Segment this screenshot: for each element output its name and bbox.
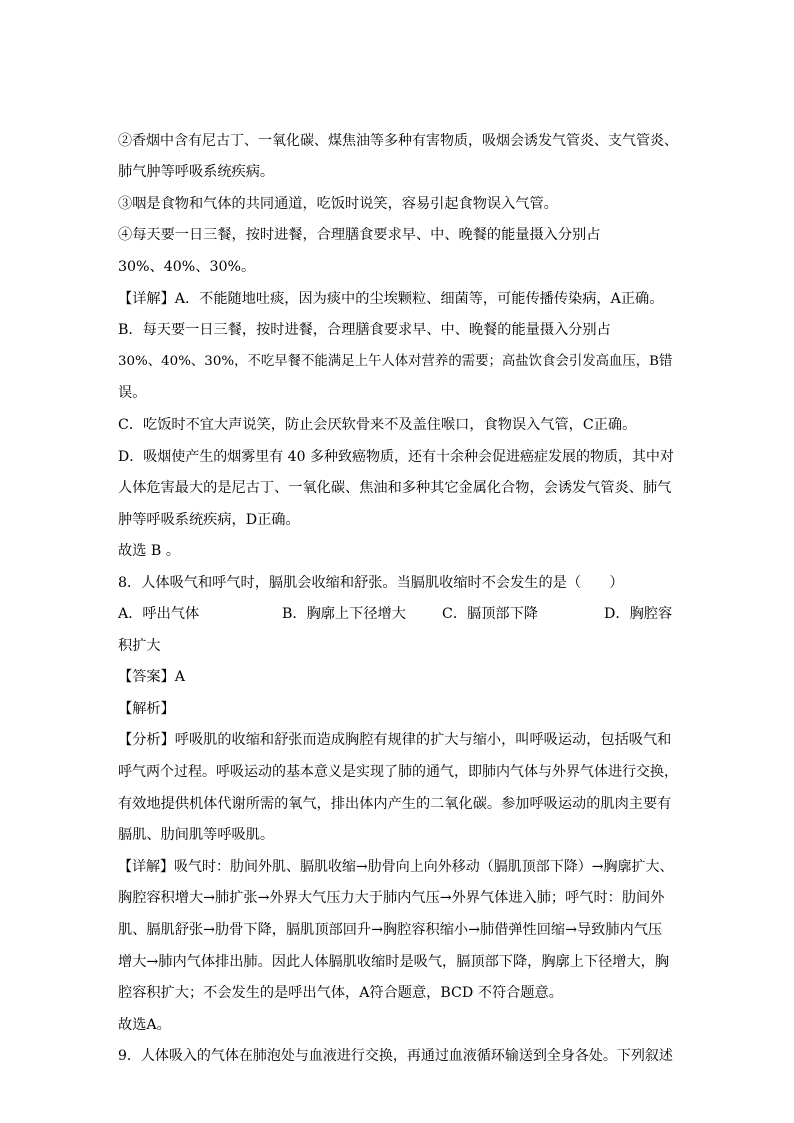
text-line: 【分析】呼吸肌的收缩和舒张而造成胸腔有规律的扩大与缩小，叫呼吸运动，包括吸气和 [118,732,672,748]
question-8-stem: 8．人体吸气和呼气时，膈肌会收缩和舒张。当膈肌收缩时不会发生的是（ ） [118,575,624,591]
text-line: 胸腔容积增大→肺扩张→外界大气压力大于肺内气压→外界气体进入肺；呼气时：肋间外 [118,890,665,906]
text-line: 肿等呼吸系统疾病，D正确。 [118,512,300,528]
text-line: 故选A。 [118,1017,171,1033]
answer-label: 【答案】A [118,669,185,685]
question-8-options [118,603,678,625]
text-line: 【详解】A．不能随地吐痰，因为痰中的尘埃颗粒、细菌等，可能传播传染病，A正确。 [118,291,664,307]
text-line: 积扩大 [118,638,161,654]
option-a: A．呼出气体 [118,606,200,622]
text-line: 故选 B 。 [118,543,181,559]
text-line: 有效地提供机体代谢所需的氧气，排出体内产生的二氧化碳。参加呼吸运动的肌肉主要有 [118,796,672,812]
text-line: 膈肌、肋间肌等呼吸肌。 [118,827,275,843]
analysis-label: 【解析】 [118,701,175,717]
text-line: 30%、40%、30%。 [118,259,256,275]
text-line: D．吸烟使产生的烟雾里有 40 多种致癌物质，还有十余种会促进癌症发展的物质，其中对 [118,449,674,465]
text-line: 30%、40%、30%，不吃早餐不能满足上午人体对营养的需要；高盐饮食会引发高血压，B错 [118,354,673,369]
text-line: 【详解】吸气时：肋间外肌、膈肌收缩→肋骨向上向外移动（膈肌顶部下降）→胸廓扩大、 [118,859,674,875]
question-9-stem: 9．人体吸入的气体在肺泡处与血液进行交换，再通过血液循环输送到全身各处。下列叙述 [118,1048,673,1064]
text-line: 增大→肺内气体排出肺。因此人体膈肌收缩时是吸气，膈顶部下降，胸廓上下径增大，胸 [118,954,670,970]
text-line: ③咽是食物和气体的共同通道，吃饭时说笑，容易引起食物误入气管。 [118,196,558,212]
text-line: 腔容积扩大；不会发生的是呼出气体，A符合题意，BCD 不符合题意。 [118,985,563,1001]
text-line: C．吃饭时不宜大声说笑，防止会厌软骨来不及盖住喉口，食物误入气管，C正确。 [118,417,637,433]
text-line: 肌、膈肌舒张→肋骨下降，膈肌顶部回升→胸腔容积缩小→肺借弹性回缩→导致肺内气压 [118,922,663,938]
text-line: 误。 [118,385,147,401]
text-line: ④每天要一日三餐，按时进餐，合理膳食要求早、中、晚餐的能量摄入分别占 [118,227,601,243]
text-line: 肺气肿等呼吸系统疾病。 [118,164,275,180]
text-line: ②香烟中含有尼古丁、一氧化碳、煤焦油等多种有害物质，吸烟会诱发气管炎、支气管炎、 [118,133,678,149]
text-line: 呼气两个过程。呼吸运动的基本意义是实现了肺的通气，即肺内气体与外界气体进行交换， [118,764,678,780]
text-line: B．每天要一日三餐，按时进餐，合理膳食要求早、中、晚餐的能量摄入分别占 [118,322,611,338]
text-line: 人体危害最大的是尼古丁、一氧化碳、焦油和多种其它金属化合物，会诱发气管炎、肺气 [118,480,672,496]
option-c: C．膈顶部下降 [442,606,538,622]
option-d: D．胸腔容 [604,606,673,622]
option-b: B．胸廓上下径增大 [282,606,406,622]
